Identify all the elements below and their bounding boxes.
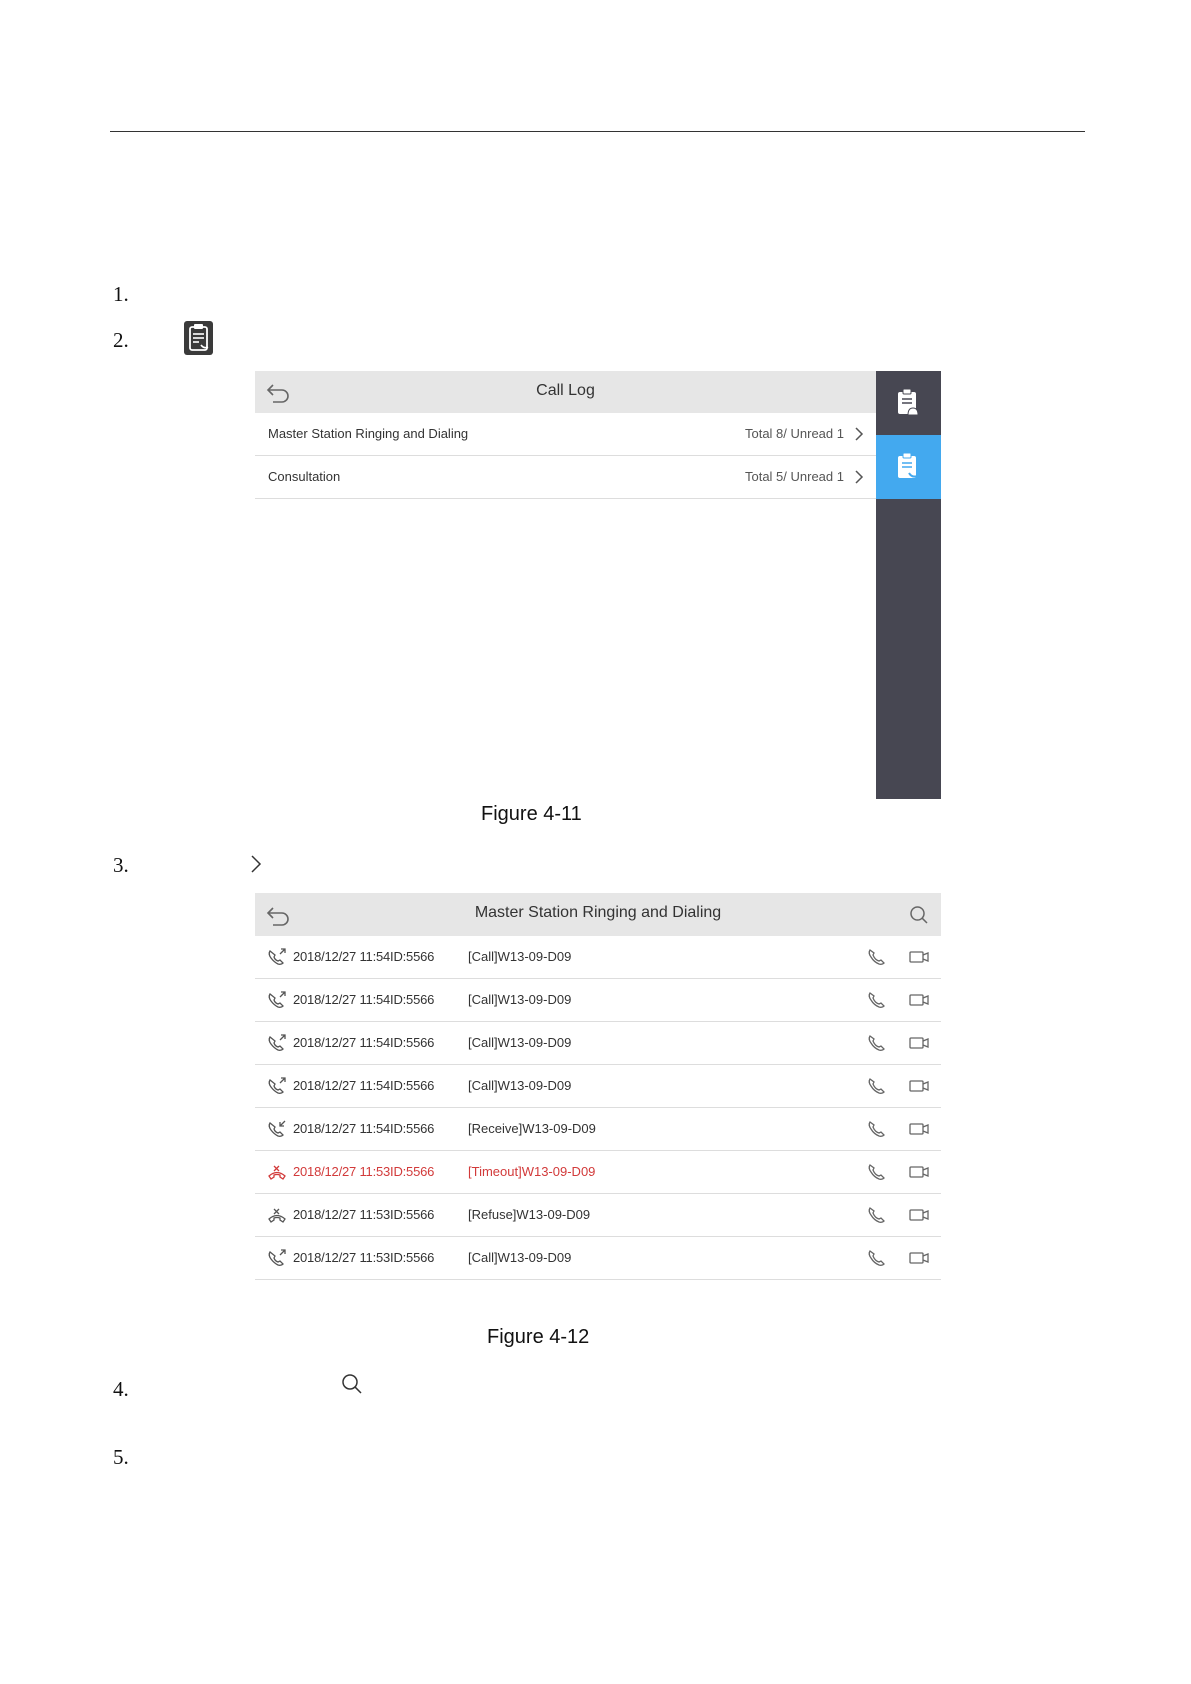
sidebar-item-call-log[interactable]: [876, 435, 941, 499]
call-time: 2018/12/27 11:54ID:5566: [293, 992, 435, 1007]
notice-log-icon: [896, 388, 920, 418]
call-detail-screen: [255, 893, 941, 1279]
call-description: [Call]W13-09-D09: [468, 1035, 572, 1050]
call-record-row[interactable]: [255, 1151, 941, 1194]
chevron-right-icon[interactable]: [854, 469, 864, 485]
log-category-count: Total 8/ Unread 1: [744, 426, 844, 441]
call-description: [Call]W13-09-D09: [468, 1250, 572, 1265]
call-record-row[interactable]: [255, 1065, 941, 1108]
log-category-count: Total 5/ Unread 1: [744, 469, 844, 484]
phone-icon[interactable]: [867, 1163, 885, 1181]
call-record-row[interactable]: [255, 1237, 941, 1280]
phone-icon[interactable]: [867, 1206, 885, 1224]
incoming-call-icon: [267, 1120, 287, 1138]
missed-call-icon: [267, 1163, 287, 1181]
video-icon[interactable]: [909, 950, 929, 964]
call-time: 2018/12/27 11:54ID:5566: [293, 1078, 435, 1093]
search-icon[interactable]: [909, 905, 929, 925]
chevron-right-icon[interactable]: [854, 426, 864, 442]
call-description: [Refuse]W13-09-D09: [468, 1207, 591, 1222]
phone-icon[interactable]: [867, 1077, 885, 1095]
figure-caption: Figure 4-11: [481, 803, 582, 825]
video-icon[interactable]: [909, 1122, 929, 1136]
call-time: 2018/12/27 11:53ID:5566: [293, 1164, 435, 1179]
phone-icon[interactable]: [867, 1034, 885, 1052]
phone-icon[interactable]: [867, 991, 885, 1009]
call-record-row[interactable]: [255, 1194, 941, 1237]
call-time: 2018/12/27 11:53ID:5566: [293, 1250, 435, 1265]
step-number-4: 4.: [113, 1377, 129, 1401]
call-record-row[interactable]: [255, 979, 941, 1022]
figure-caption: Figure 4-12: [487, 1326, 590, 1348]
call-description: [Call]W13-09-D09: [468, 949, 572, 964]
call-record-row[interactable]: [255, 1108, 941, 1151]
call-time: 2018/12/27 11:54ID:5566: [293, 1121, 435, 1136]
video-icon[interactable]: [909, 1208, 929, 1222]
header-rule: [110, 131, 1085, 132]
log-sidebar: [876, 371, 941, 799]
call-time: 2018/12/27 11:54ID:5566: [293, 949, 435, 964]
call-log-icon: [184, 321, 213, 355]
phone-icon[interactable]: [867, 1249, 885, 1267]
call-description: [Call]W13-09-D09: [468, 992, 572, 1007]
refused-call-icon: [267, 1206, 287, 1224]
log-category-row[interactable]: [255, 413, 876, 456]
video-icon[interactable]: [909, 993, 929, 1007]
phone-icon[interactable]: [867, 1120, 885, 1138]
outgoing-call-icon: [267, 991, 287, 1009]
step-number-2: 2.: [113, 328, 129, 352]
call-log-header: [255, 371, 876, 413]
call-log-icon: [896, 452, 920, 482]
outgoing-call-icon: [267, 1249, 287, 1267]
video-icon[interactable]: [909, 1165, 929, 1179]
step-number-5: 5.: [113, 1445, 129, 1469]
call-description: [Receive]W13-09-D09: [468, 1121, 596, 1136]
video-icon[interactable]: [909, 1036, 929, 1050]
search-icon: [341, 1373, 363, 1395]
log-category-label: Consultation: [268, 469, 341, 484]
outgoing-call-icon: [267, 948, 287, 966]
outgoing-call-icon: [267, 1034, 287, 1052]
outgoing-call-icon: [267, 1077, 287, 1095]
call-record-row[interactable]: [255, 1022, 941, 1065]
call-time: 2018/12/27 11:54ID:5566: [293, 1035, 435, 1050]
step-number-1: 1.: [113, 282, 129, 306]
sidebar-item-notice-log[interactable]: [876, 371, 941, 435]
video-icon[interactable]: [909, 1079, 929, 1093]
page-title: Master Station Ringing and Dialing: [474, 904, 722, 921]
call-record-row[interactable]: [255, 936, 941, 979]
phone-icon[interactable]: [867, 948, 885, 966]
page-title: Call Log: [536, 382, 595, 399]
log-category-row[interactable]: [255, 456, 876, 499]
call-detail-header: [255, 893, 941, 936]
step-number-3: 3.: [113, 853, 129, 877]
call-description: [Timeout]W13-09-D09: [468, 1164, 596, 1179]
call-log-panel: [255, 371, 876, 799]
call-time: 2018/12/27 11:53ID:5566: [293, 1207, 435, 1222]
chevron-right-icon: [250, 854, 262, 874]
video-icon[interactable]: [909, 1251, 929, 1265]
call-log-screen: [255, 371, 941, 799]
log-category-label: Master Station Ringing and Dialing: [268, 426, 469, 441]
call-description: [Call]W13-09-D09: [468, 1078, 572, 1093]
